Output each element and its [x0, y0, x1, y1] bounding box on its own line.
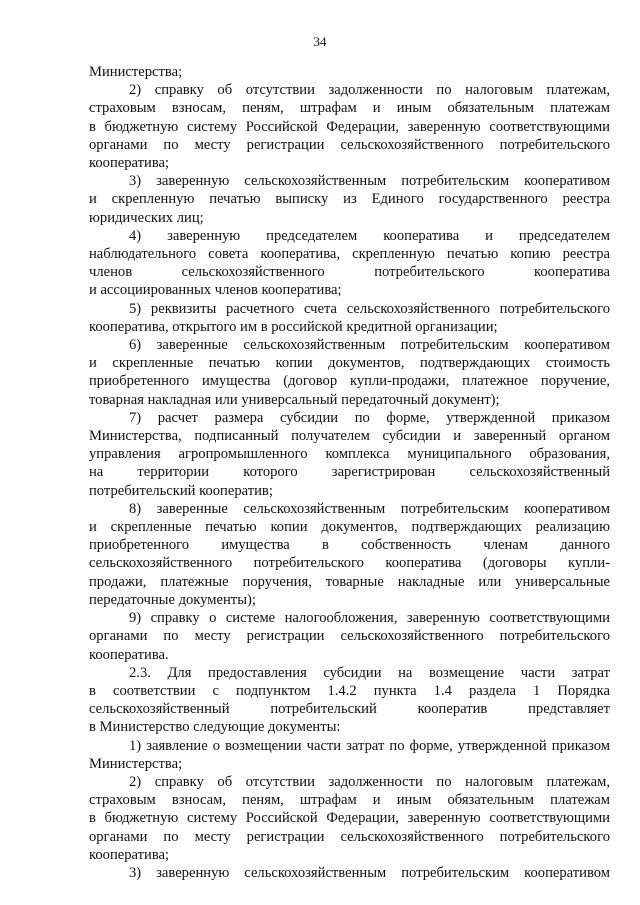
paragraph	[89, 500, 610, 609]
text-line: сельскохозяйственного потребительского кооператива (договоры купли-	[89, 555, 610, 572]
text-line: 2) справку об отсутствии задолженности по налоговым платежам,	[129, 773, 610, 790]
paragraph	[89, 609, 610, 664]
text-line: 7) расчет размера субсидии по форме, утвержденной приказом	[129, 409, 610, 426]
text-line: 3) заверенную сельскохозяйственным потребительским кооперативом	[129, 864, 610, 881]
text-line: в Министерство следующие документы:	[89, 719, 341, 736]
text-line: 1) заявление о возмещении части затрат по форме, утвержденной приказом	[129, 737, 610, 754]
paragraph	[89, 664, 610, 737]
paragraph	[89, 409, 610, 500]
text-line: 8) заверенные сельскохозяйственным потребительским кооперативом	[129, 500, 610, 517]
text-line: 4) заверенную председателем кооператива и председателем	[129, 227, 610, 244]
text-line: наблюдательного совета кооператива, скрепленную печатью копию реестра	[89, 246, 610, 263]
text-line: на территории которого зарегистрирован сельскохозяйственный	[89, 464, 610, 481]
text-line: и скрепленные печатью копии документов, подтверждающих реализацию	[89, 519, 610, 536]
paragraph	[89, 63, 610, 81]
paragraph	[89, 336, 610, 409]
text-line: и скрепленные печатью копии документов, подтверждающих стоимость	[89, 355, 610, 372]
text-line: 9) справку о системе налогообложения, заверенную соответствующими	[129, 610, 610, 627]
text-line: товарная накладная или универсальный передаточный документ);	[89, 391, 500, 408]
text-line: потребительский кооператив;	[89, 482, 273, 499]
paragraph	[89, 227, 610, 300]
page-number: 34	[313, 34, 327, 49]
text-line: и скрепленную печатью выписку из Единого государственного реестра	[89, 191, 610, 208]
text-line: 2) справку об отсутствии задолженности по налоговым платежам,	[129, 82, 610, 99]
paragraph	[89, 300, 610, 336]
text-line: органами по месту регистрации сельскохозяйственного потребительского	[89, 828, 610, 845]
text-line: страховым взносам, пеням, штрафам и иным обязательным платежам	[89, 100, 610, 117]
text-line: страховым взносам, пеням, штрафам и иным обязательным платежам	[89, 792, 610, 809]
paragraph	[89, 737, 610, 773]
text-line: 3) заверенную сельскохозяйственным потребительским кооперативом	[129, 173, 610, 190]
text-line: в бюджетную систему Российской Федерации, заверенную соответствующими	[89, 810, 610, 827]
text-line: в бюджетную систему Российской Федерации, заверенную соответствующими	[89, 118, 610, 135]
text-line: членов сельскохозяйственного потребительского кооператива	[89, 264, 610, 281]
text-line: Министерства;	[89, 755, 183, 772]
text-line: органами по месту регистрации сельскохозяйственного потребительского	[89, 136, 610, 153]
text-line: и ассоциированных членов кооператива;	[89, 282, 342, 299]
text-line: передаточные документы);	[89, 591, 256, 608]
text-line: приобретенного имущества (договор купли-продажи, платежное поручение,	[89, 373, 610, 390]
text-line: Министерства, подписанный получателем субсидии и заверенный органом	[89, 428, 610, 445]
text-line: Министерства;	[89, 64, 183, 80]
paragraph	[89, 773, 610, 864]
paragraph	[89, 864, 610, 882]
document-body	[89, 63, 610, 882]
text-line: юридических лиц;	[89, 209, 204, 226]
text-line: продажи, платежные поручения, товарные накладные или универсальные	[89, 573, 610, 590]
paragraph	[89, 81, 610, 172]
paragraph	[89, 172, 610, 227]
text-line: органами по месту регистрации сельскохозяйственного потребительского	[89, 628, 610, 645]
text-line: кооператива.	[89, 646, 169, 663]
text-line: кооператива;	[89, 846, 170, 863]
text-line: кооператива;	[89, 155, 170, 172]
text-line: 5) реквизиты расчетного счета сельскохозяйственного потребительского	[129, 300, 610, 317]
text-line: сельскохозяйственный потребительский кооператив представляет	[89, 701, 610, 718]
text-line: в соответствии с подпунктом 1.4.2 пункта 1.4 раздела 1 Порядка	[89, 682, 610, 699]
text-line: 2.3. Для предоставления субсидии на возмещение части затрат	[129, 664, 610, 681]
text-line: 6) заверенные сельскохозяйственным потребительским кооперативом	[129, 337, 610, 354]
text-line: приобретенного имущества в собственность членам данного	[89, 537, 610, 554]
text-line: управления агропромышленного комплекса муниципального образования,	[89, 446, 610, 463]
text-line: кооператива, открытого им в российской кредитной организации;	[89, 318, 498, 335]
